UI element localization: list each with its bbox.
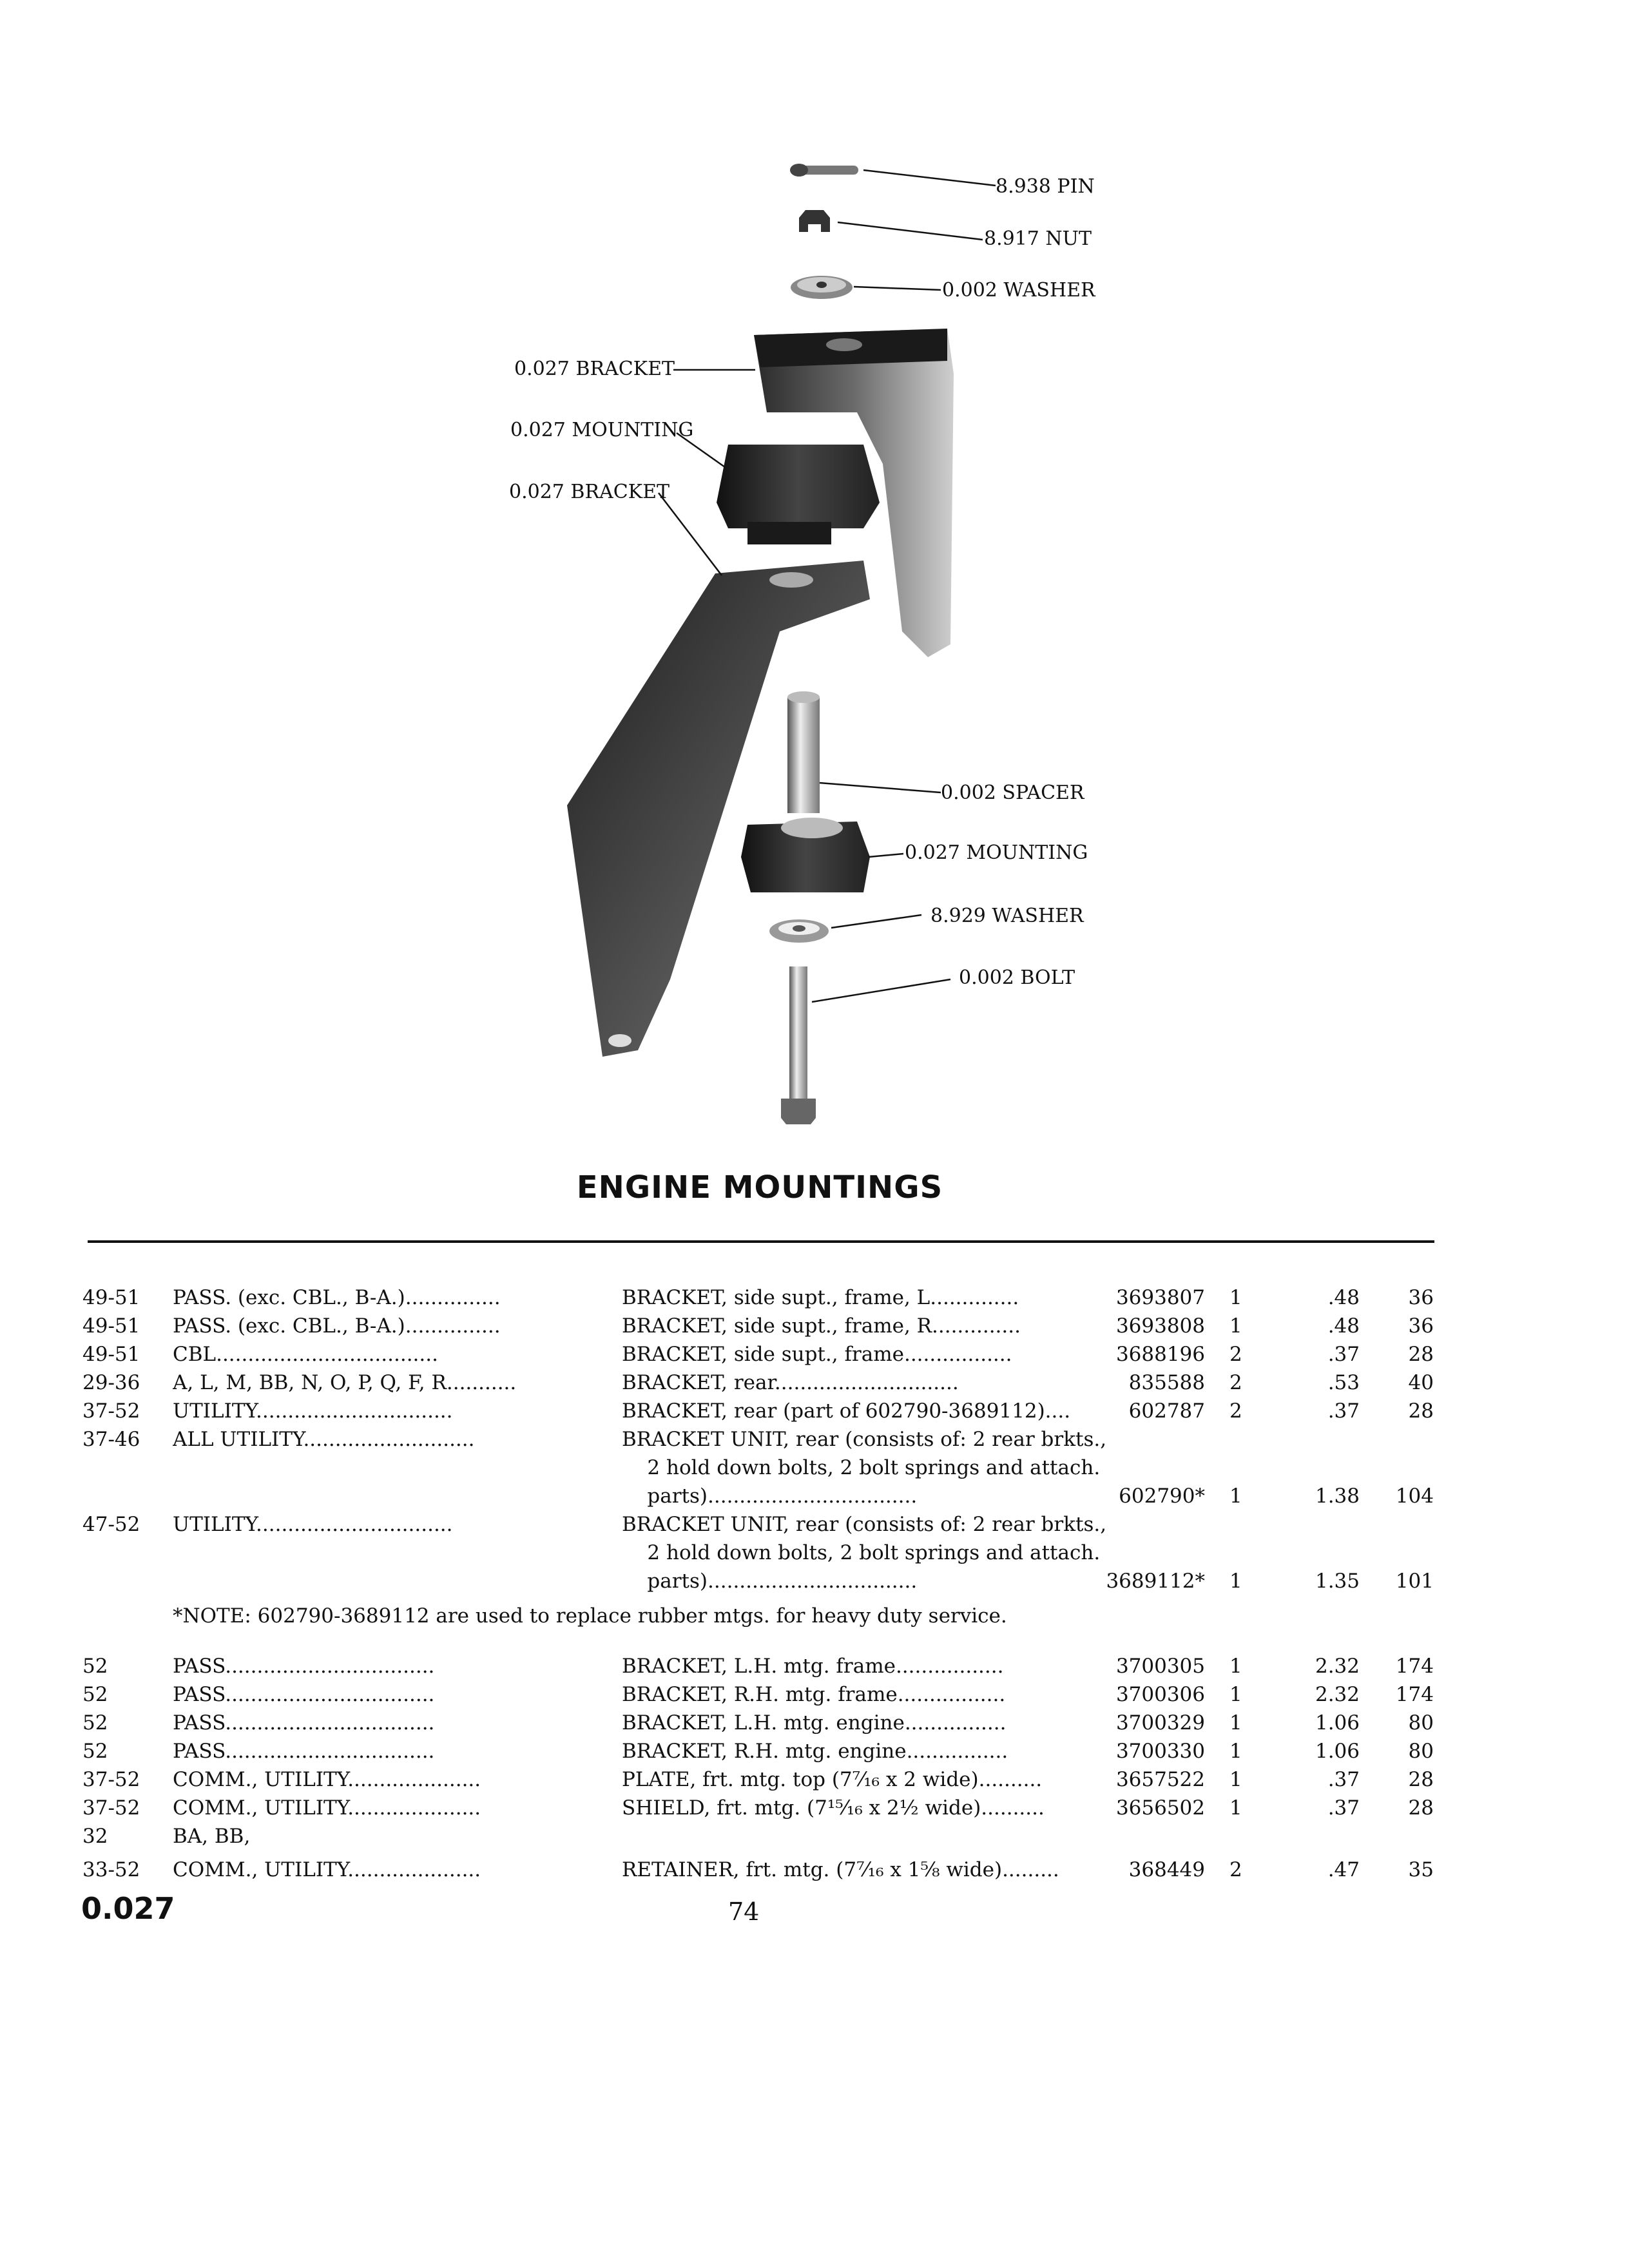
part-number-cell: 3700305 (1115, 1655, 1205, 1678)
table-row (0, 1652, 1629, 1680)
callout-spacer: 0.002 SPACER (941, 782, 1084, 804)
washer-top-part (791, 276, 853, 299)
table-row (0, 1856, 1629, 1884)
page-title: ENGINE MOUNTINGS (576, 1169, 943, 1206)
model-cell: PASS................................. (173, 1655, 435, 1678)
price-cell: .37 (1327, 1343, 1360, 1366)
price-cell: .47 (1327, 1858, 1360, 1881)
part-number-cell: 835588 (1128, 1371, 1205, 1394)
year-cell: 52 (82, 1683, 108, 1706)
year-cell: 33-52 (82, 1858, 140, 1881)
part-number-cell: 3656502 (1115, 1796, 1205, 1820)
price-cell: .37 (1327, 1399, 1360, 1423)
year-cell: 52 (82, 1655, 108, 1678)
year-cell: 32 (82, 1825, 108, 1848)
description-cell: BRACKET, rear (part of 602790-3689112).... (622, 1399, 1071, 1423)
lower-bracket-part (567, 561, 870, 1057)
code-cell: 40 (1408, 1371, 1434, 1394)
heavy-duty-note: *NOTE: 602790-3689112 are used to replace rubber mtgs. for heavy duty service. (173, 1604, 1007, 1628)
table-row (0, 1539, 1629, 1567)
table-row (0, 1397, 1629, 1425)
page-number: 74 (728, 1898, 760, 1926)
callout-bracket-upper: 0.027 BRACKET (514, 358, 675, 380)
description-cell: BRACKET UNIT, rear (consists of: 2 rear brkts., (622, 1513, 1107, 1536)
part-number-cell: 3693808 (1115, 1314, 1205, 1338)
description-cell: PLATE, frt. mtg. top (7⁷⁄₁₆ x 2 wide).......... (622, 1768, 1043, 1791)
code-cell: 28 (1408, 1796, 1434, 1820)
table-row (0, 1709, 1629, 1737)
description-cell: BRACKET, R.H. mtg. frame................. (622, 1683, 1006, 1706)
description-cell: BRACKET, side supt., frame................. (622, 1343, 1012, 1366)
code-cell: 174 (1395, 1655, 1434, 1678)
model-cell: BA, BB, (173, 1825, 251, 1848)
callout-nut: 8.917 NUT (984, 227, 1092, 250)
quantity-cell: 1 (1229, 1655, 1242, 1678)
year-cell: 52 (82, 1740, 108, 1763)
model-cell: PASS................................. (173, 1683, 435, 1706)
description-cell: BRACKET, L.H. mtg. frame................. (622, 1655, 1004, 1678)
price-cell: 1.06 (1315, 1711, 1360, 1735)
description-cell: BRACKET, R.H. mtg. engine................ (622, 1740, 1008, 1763)
title-rule (88, 1240, 1434, 1243)
table-row (0, 1425, 1629, 1454)
quantity-cell: 1 (1229, 1768, 1242, 1791)
quantity-cell: 2 (1229, 1858, 1242, 1881)
code-cell: 28 (1408, 1768, 1434, 1791)
code-cell: 28 (1408, 1343, 1434, 1366)
spacer-part (787, 691, 820, 813)
model-cell: ALL UTILITY........................... (173, 1428, 475, 1451)
table-row (0, 1794, 1629, 1822)
part-number-cell: 3693807 (1115, 1286, 1205, 1309)
code-cell: 36 (1408, 1314, 1434, 1338)
section-code: 0.027 (81, 1891, 175, 1926)
quantity-cell: 1 (1229, 1683, 1242, 1706)
year-cell: 37-52 (82, 1399, 140, 1423)
description-cell: 2 hold down bolts, 2 bolt springs and attach. (622, 1541, 1101, 1564)
price-cell: .37 (1327, 1768, 1360, 1791)
callout-pin: 8.938 PIN (996, 175, 1095, 198)
model-cell: COMM., UTILITY..................... (173, 1858, 481, 1881)
callout-mounting-upper: 0.027 MOUNTING (510, 419, 694, 441)
table-row (0, 1567, 1629, 1595)
code-cell: 104 (1395, 1485, 1434, 1508)
description-cell: SHIELD, frt. mtg. (7¹⁵⁄₁₆ x 2½ wide).......... (622, 1796, 1045, 1820)
part-number-cell: 3688196 (1115, 1343, 1205, 1366)
description-cell: BRACKET, rear............................. (622, 1371, 959, 1394)
model-cell: COMM., UTILITY..................... (173, 1768, 481, 1791)
description-cell: RETAINER, frt. mtg. (7⁷⁄₁₆ x 1⅝ wide)......... (622, 1858, 1059, 1881)
year-cell: 29-36 (82, 1371, 140, 1394)
pin-part (790, 164, 858, 177)
table-row (0, 1454, 1629, 1482)
price-cell: .48 (1327, 1286, 1360, 1309)
description-cell: BRACKET, side supt., frame, L.............. (622, 1286, 1019, 1309)
description-cell: BRACKET, side supt., frame, R.............. (622, 1314, 1021, 1338)
callout-washer-top: 0.002 WASHER (942, 279, 1095, 302)
model-cell: A, L, M, BB, N, O, P, Q, F, R........... (173, 1371, 517, 1394)
quantity-cell: 2 (1229, 1399, 1242, 1423)
callout-bolt: 0.002 BOLT (959, 966, 1075, 989)
price-cell: 1.35 (1315, 1570, 1360, 1593)
quantity-cell: 1 (1229, 1570, 1242, 1593)
quantity-cell: 2 (1229, 1343, 1242, 1366)
year-cell: 37-46 (82, 1428, 140, 1451)
model-cell: PASS................................. (173, 1740, 435, 1763)
description-cell: parts)................................. (622, 1485, 918, 1508)
description-cell: 2 hold down bolts, 2 bolt springs and attach. (622, 1456, 1101, 1479)
quantity-cell: 1 (1229, 1711, 1242, 1735)
price-cell: .53 (1327, 1371, 1360, 1394)
price-cell: .48 (1327, 1314, 1360, 1338)
code-cell: 80 (1408, 1740, 1434, 1763)
quantity-cell: 2 (1229, 1371, 1242, 1394)
code-cell: 28 (1408, 1399, 1434, 1423)
code-cell: 101 (1395, 1570, 1434, 1593)
price-cell: .37 (1327, 1796, 1360, 1820)
year-cell: 37-52 (82, 1768, 140, 1791)
callout-washer-bottom: 8.929 WASHER (930, 905, 1084, 927)
year-cell: 37-52 (82, 1796, 140, 1820)
year-cell: 49-51 (82, 1343, 140, 1366)
part-number-cell: 602787 (1128, 1399, 1205, 1423)
nut-part (799, 210, 830, 232)
quantity-cell: 1 (1229, 1485, 1242, 1508)
model-cell: CBL................................... (173, 1343, 438, 1366)
part-number-cell: 3700329 (1115, 1711, 1205, 1735)
model-cell: PASS. (exc. CBL., B-A.)............... (173, 1286, 501, 1309)
code-cell: 35 (1408, 1858, 1434, 1881)
year-cell: 52 (82, 1711, 108, 1735)
table-row (0, 1369, 1629, 1397)
quantity-cell: 1 (1229, 1286, 1242, 1309)
part-number-cell: 368449 (1128, 1858, 1205, 1881)
table-row (0, 1340, 1629, 1369)
lower-mounting-part (741, 818, 870, 892)
description-cell: BRACKET UNIT, rear (consists of: 2 rear brkts., (622, 1428, 1107, 1451)
model-cell: UTILITY............................... (173, 1513, 453, 1536)
model-cell: UTILITY............................... (173, 1399, 453, 1423)
price-cell: 1.06 (1315, 1740, 1360, 1763)
table-row (0, 1510, 1629, 1539)
year-cell: 49-51 (82, 1314, 140, 1338)
washer-bottom-part (769, 919, 829, 943)
upper-mounting-part (717, 445, 880, 544)
callout-mounting-lower: 0.027 MOUNTING (905, 841, 1088, 864)
quantity-cell: 1 (1229, 1314, 1242, 1338)
part-number-cell: 602790* (1119, 1485, 1205, 1508)
part-number-cell: 3657522 (1115, 1768, 1205, 1791)
price-cell: 2.32 (1315, 1683, 1360, 1706)
description-cell: BRACKET, L.H. mtg. engine................ (622, 1711, 1007, 1735)
model-cell: PASS. (exc. CBL., B-A.)............... (173, 1314, 501, 1338)
price-cell: 1.38 (1315, 1485, 1360, 1508)
part-number-cell: 3700306 (1115, 1683, 1205, 1706)
code-cell: 36 (1408, 1286, 1434, 1309)
model-cell: COMM., UTILITY..................... (173, 1796, 481, 1820)
model-cell: PASS................................. (173, 1711, 435, 1735)
table-row (0, 1312, 1629, 1340)
description-cell: parts)................................. (622, 1570, 918, 1593)
year-cell: 47-52 (82, 1513, 140, 1536)
table-row (0, 1283, 1629, 1312)
year-cell: 49-51 (82, 1286, 140, 1309)
bolt-part (781, 966, 816, 1124)
table-row (0, 1765, 1629, 1794)
table-row (0, 1822, 1629, 1850)
table-row (0, 1680, 1629, 1709)
table-row (0, 1482, 1629, 1510)
price-cell: 2.32 (1315, 1655, 1360, 1678)
part-number-cell: 3700330 (1115, 1740, 1205, 1763)
part-number-cell: 3689112* (1106, 1570, 1205, 1593)
code-cell: 174 (1395, 1683, 1434, 1706)
table-row (0, 1737, 1629, 1765)
code-cell: 80 (1408, 1711, 1434, 1735)
quantity-cell: 1 (1229, 1740, 1242, 1763)
quantity-cell: 1 (1229, 1796, 1242, 1820)
callout-bracket-lower: 0.027 BRACKET (509, 481, 670, 503)
